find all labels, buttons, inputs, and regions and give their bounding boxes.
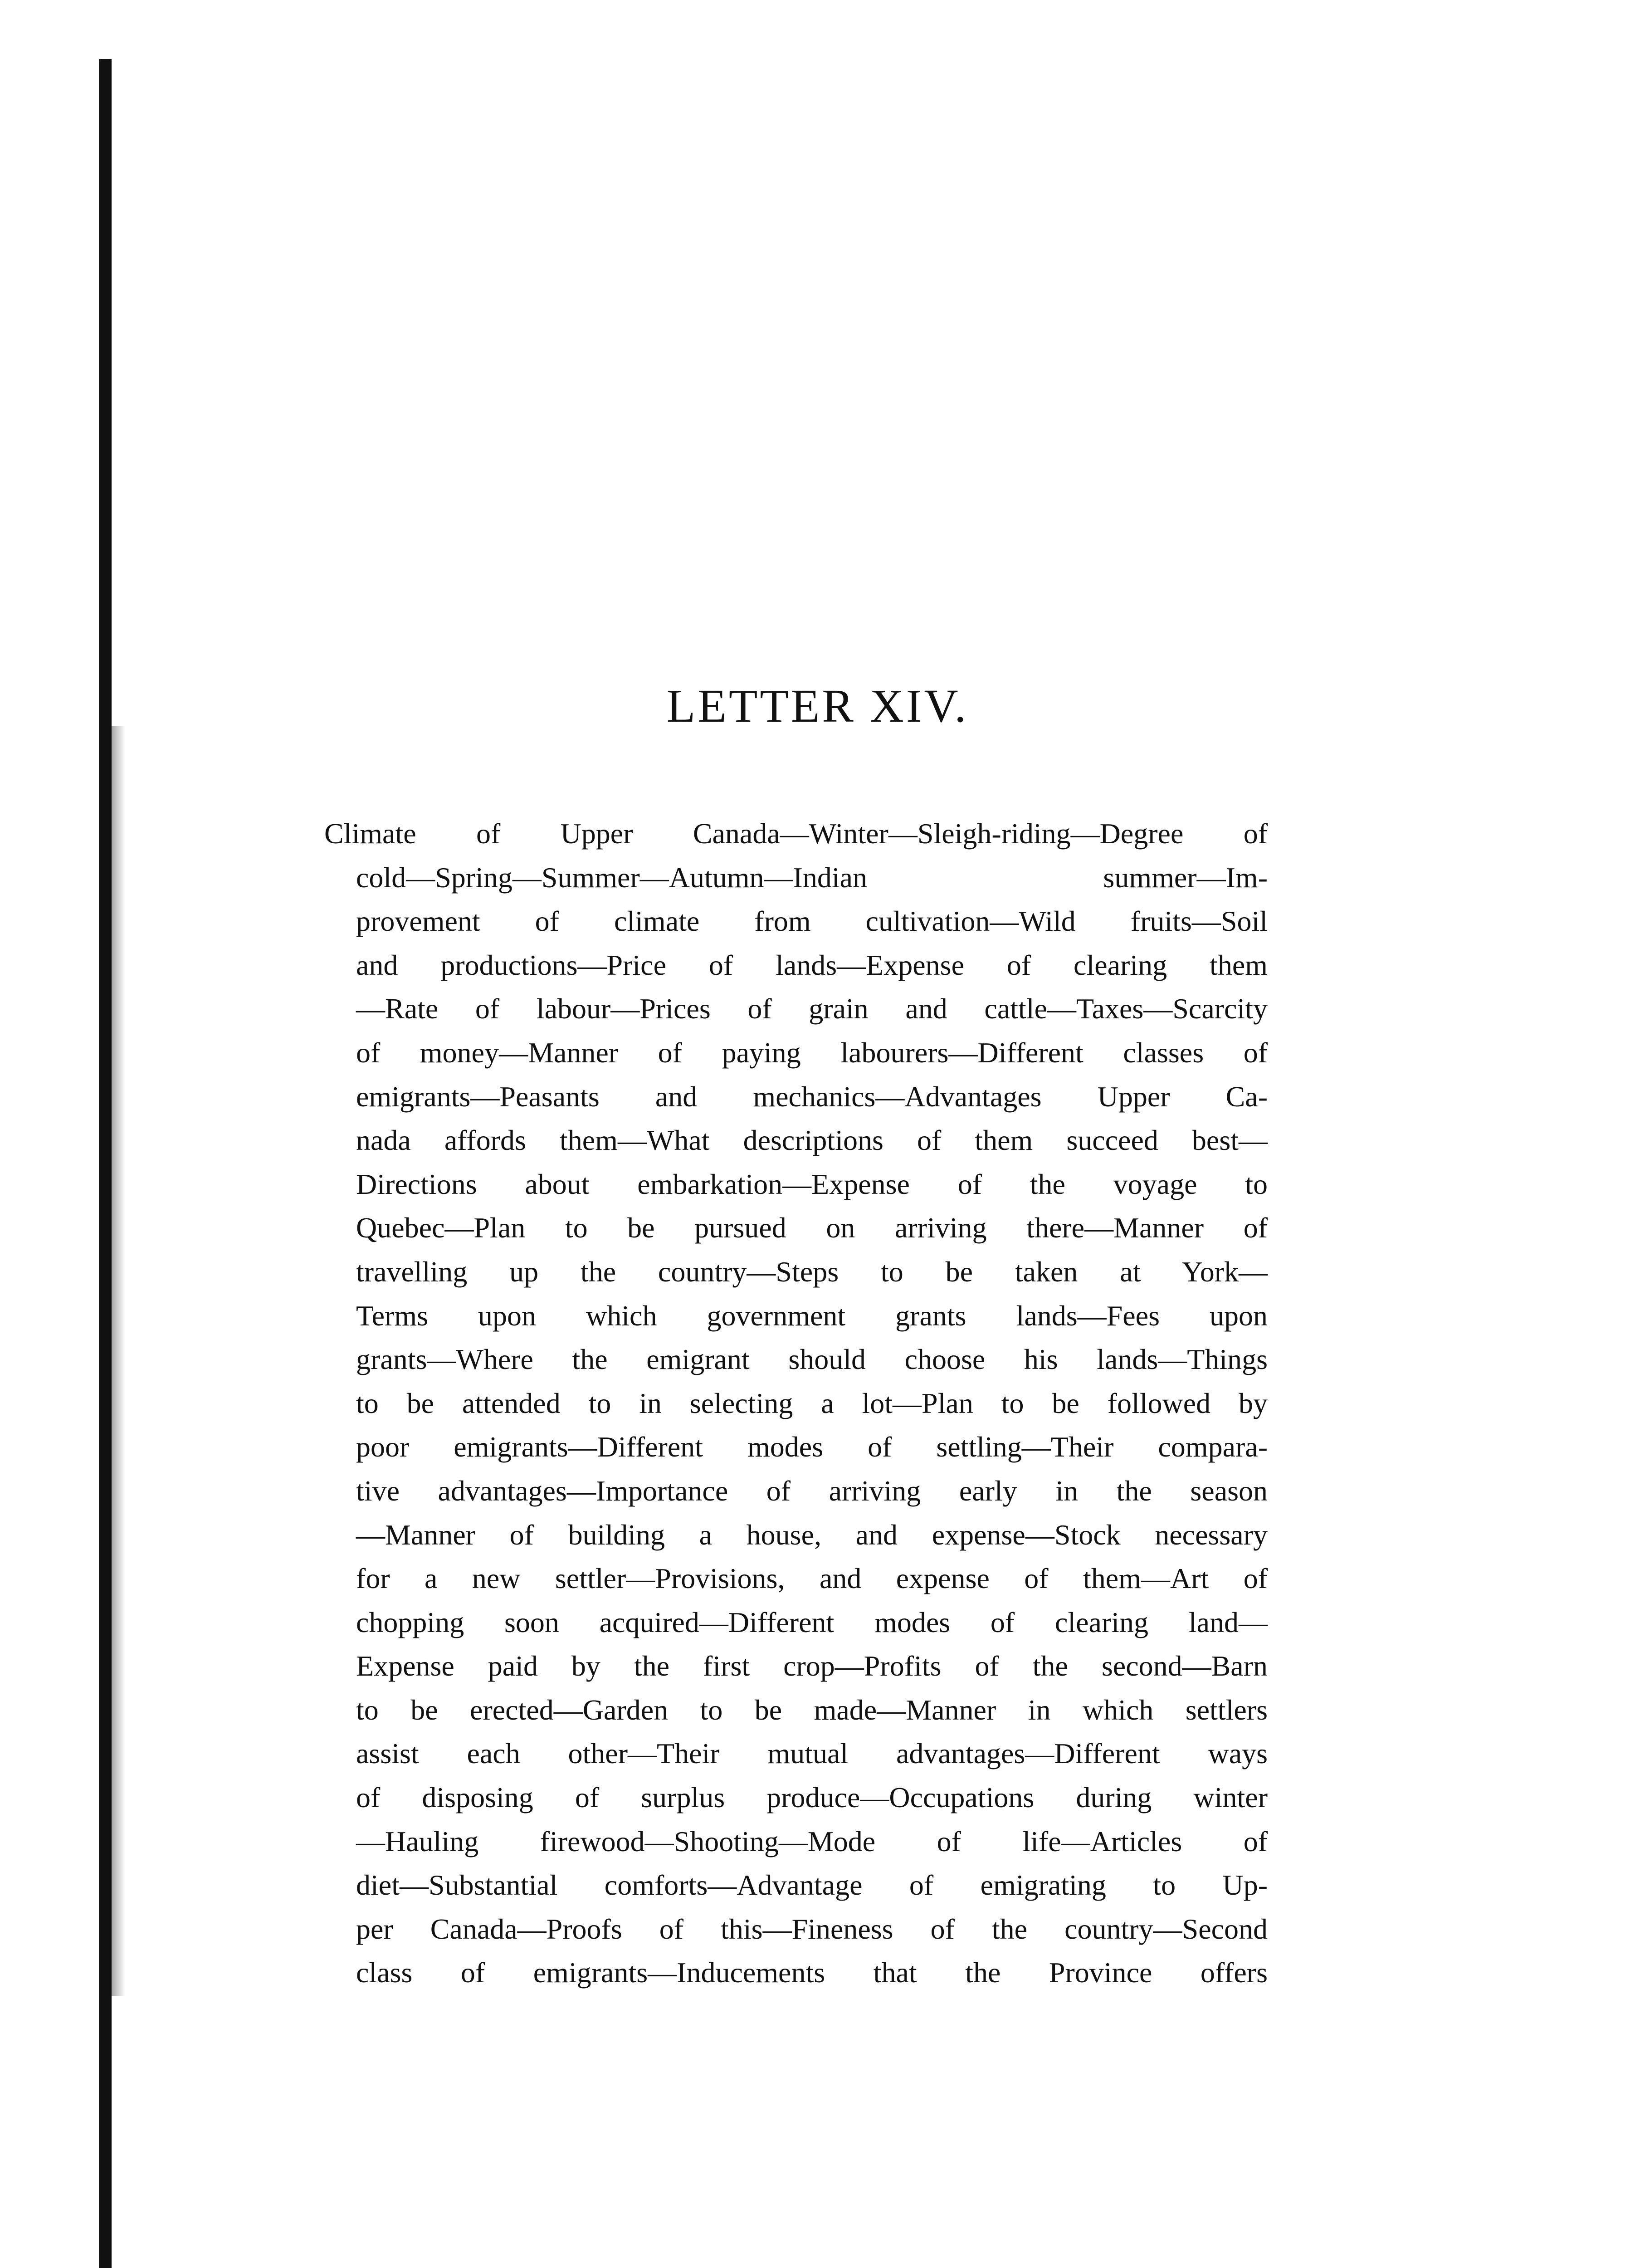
letter-heading: LETTER XIV.	[666, 680, 969, 732]
binding-shadow	[112, 726, 125, 1996]
synopsis-line: nada affords them—What descriptions of them succeed best—	[356, 1124, 1268, 1157]
synopsis-line: of disposing of surplus produce—Occupations during winter	[356, 1781, 1268, 1814]
synopsis-line: Climate of Upper Canada—Winter—Sleigh-riding—Degree of	[324, 817, 1268, 850]
synopsis-line: Terms upon which government grants lands—Fees upon	[356, 1299, 1268, 1332]
synopsis-line: diet—Substantial comforts—Advantage of emigrating to Up-	[356, 1869, 1268, 1901]
synopsis-line: and productions—Price of lands—Expense of clearing them	[356, 948, 1268, 981]
synopsis-line: tive advantages—Importance of arriving early in the season	[356, 1474, 1268, 1507]
synopsis-line: to be attended to in selecting a lot—Plan to be followed by	[356, 1387, 1268, 1419]
synopsis-line: assist each other—Their mutual advantages—Different ways	[356, 1737, 1268, 1770]
synopsis-line: poor emigrants—Different modes of settling—Their compara-	[356, 1431, 1268, 1463]
synopsis-line: grants—Where the emigrant should choose his lands—Things	[356, 1343, 1268, 1376]
synopsis-line: cold—Spring—Summer—Autumn—Indian summer—Im-	[356, 861, 1268, 894]
binding-edge	[99, 59, 112, 2268]
synopsis-line: of money—Manner of paying labourers—Different classes of	[356, 1036, 1268, 1069]
synopsis-line: —Hauling firewood—Shooting—Mode of life—Articles of	[356, 1825, 1268, 1857]
synopsis-line: Directions about embarkation—Expense of the voyage to	[356, 1168, 1268, 1200]
synopsis-line: —Rate of labour—Prices of grain and cattle—Taxes—Scarcity	[356, 992, 1268, 1025]
synopsis-line: for a new settler—Provisions, and expense of them—Art of	[356, 1562, 1268, 1595]
synopsis-line: chopping soon acquired—Different modes of clearing land—	[356, 1606, 1268, 1638]
synopsis-line: to be erected—Garden to be made—Manner in which settlers	[356, 1693, 1268, 1726]
synopsis-line: —Manner of building a house, and expense—Stock necessary	[356, 1518, 1268, 1551]
letter-synopsis	[317, 812, 1268, 1995]
synopsis-line: travelling up the country—Steps to be taken at York—	[356, 1255, 1268, 1288]
synopsis-line: Expense paid by the first crop—Profits of the second—Barn	[356, 1650, 1268, 1682]
synopsis-line: provement of climate from cultivation—Wild fruits—Soil	[356, 905, 1268, 938]
synopsis-line: per Canada—Proofs of this—Fineness of the country—Second	[356, 1912, 1268, 1945]
synopsis-line: class of emigrants—Inducements that the Province offers	[356, 1956, 1268, 1989]
synopsis-line: Quebec—Plan to be pursued on arriving there—Manner of	[356, 1212, 1268, 1244]
synopsis-line: emigrants—Peasants and mechanics—Advantages Upper Ca-	[356, 1080, 1268, 1113]
